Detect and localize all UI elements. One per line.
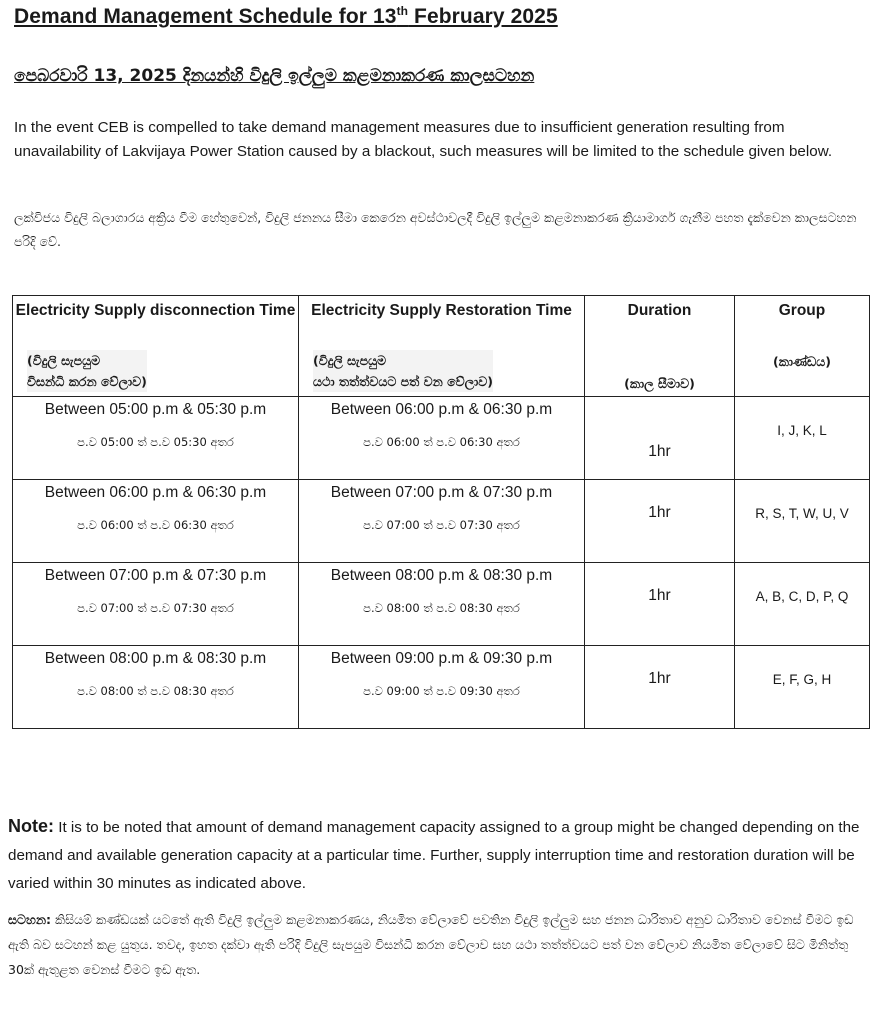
note-label: Note: — [8, 816, 54, 836]
duration-value: 1hr — [648, 670, 671, 687]
restoration-cell — [299, 646, 585, 729]
restoration-cell — [299, 563, 585, 646]
header-disconnection-si: (විදුලි සැපයුම විසන්ධි කරන වේලාව) — [27, 350, 147, 392]
note-label-si: සටහන: — [8, 912, 51, 927]
group-value: R, S, T, W, U, V — [755, 506, 849, 521]
restoration-time-en: Between 06:00 p.m & 06:30 p.m — [330, 401, 553, 418]
restoration-time-en: Between 07:00 p.m & 07:30 p.m — [330, 484, 553, 501]
note-paragraph-si — [8, 907, 870, 982]
restoration-cell — [299, 397, 585, 480]
group-cell — [735, 480, 870, 563]
restoration-cell — [299, 480, 585, 563]
table-header-row — [13, 296, 870, 397]
header-disconnection — [13, 296, 299, 397]
disconnection-cell — [13, 480, 299, 563]
duration-value: 1hr — [648, 587, 671, 604]
header-restoration-si: (විදුලි සැපයුම යථා තත්ත්වයට පත් වන වේලාව) — [313, 350, 493, 392]
disconnection-time-en: Between 05:00 p.m & 05:30 p.m — [44, 401, 267, 418]
note-text-si: කිසියම් කණ්ඩයක් යටතේ ඇති විදුලි ඉල්ලුම කළමනාකරණය, නියමිත වේලාවේ පවතින විදුලි ඉල්ලුම සහ ජනන ධාරිතාව අනුව ධාරිතාව වෙනස් වීමට ඉඩ ඇති බව සටහන් කළ යුතුය. තවද, ඉහත දක්වා ඇති පරිදි විදුලි සැපයුම විසන්ධි කරන වේලාව සහ යථා තත්ත්වයට පත් වන වේලාව නියමිත වේලාවේ සිට මිනිත්තු 30ක් ඇතුළත වෙනස් වීමට ඉඩ ඇත. — [8, 912, 854, 977]
header-duration — [585, 296, 735, 397]
note-text-en: It is to be noted that amount of demand management capacity assigned to a group might be changed depending on the demand and available generation capacity at a particular time. Further, supply interruption time and restoration duration will be varied within 30 minutes as indicated above. — [8, 819, 860, 892]
disconnection-cell — [13, 397, 299, 480]
group-cell — [735, 646, 870, 729]
disconnection-time-en: Between 07:00 p.m & 07:30 p.m — [44, 567, 267, 584]
note-paragraph-en — [8, 812, 870, 898]
disconnection-cell — [13, 646, 299, 729]
disconnection-time-si: ප.ව 08:00 ත් ප.ව 08:30 අතර — [77, 684, 234, 698]
header-group — [735, 296, 870, 397]
header-duration-en: Duration — [627, 302, 692, 319]
header-group-en: Group — [778, 302, 826, 319]
disconnection-time-si: ප.ව 06:00 ත් ප.ව 06:30 අතර — [77, 518, 234, 532]
group-cell — [735, 397, 870, 480]
disconnection-time-en: Between 08:00 p.m & 08:30 p.m — [44, 650, 267, 667]
table-row — [13, 397, 870, 480]
sinhala-title: පෙබරවාරි 13, 2025 දිනයන්හි විදුලි ඉල්ලුම කළමනාකරණ කාලසටහන — [14, 66, 535, 86]
header-restoration — [299, 296, 585, 397]
table-row — [13, 480, 870, 563]
schedule-table — [12, 295, 870, 729]
header-group-si: (කාණ්ඩය) — [773, 354, 831, 369]
title-suffix: February 2025 — [408, 5, 558, 28]
duration-value: 1hr — [648, 443, 671, 460]
header-restoration-en: Electricity Supply Restoration Time — [311, 302, 572, 319]
group-value: A, B, C, D, P, Q — [755, 589, 849, 604]
disconnection-cell — [13, 563, 299, 646]
duration-cell — [585, 480, 735, 563]
duration-value: 1hr — [648, 504, 671, 521]
restoration-time-en: Between 08:00 p.m & 08:30 p.m — [330, 567, 553, 584]
disconnection-time-en: Between 06:00 p.m & 06:30 p.m — [44, 484, 267, 501]
intro-paragraph-si: ලක්විජය විදුලි බලාගාරය අක්‍රිය වීම හේතුවෙන්, විදුලි ජනනය සීමා කෙරෙන අවස්ථාවලදී විදුලි ඉල්ලුම කළමනාකරණ ක්‍රියාමාර්ග ගැනීම පහත දැක්වෙන කාලසටහන පරිදි වේ. — [14, 210, 857, 249]
group-value: I, J, K, L — [777, 423, 827, 438]
restoration-time-si: ප.ව 06:00 ත් ප.ව 06:30 අතර — [363, 435, 520, 449]
group-value: E, F, G, H — [772, 672, 832, 687]
disconnection-time-si: ප.ව 07:00 ත් ප.ව 07:30 අතර — [77, 601, 234, 615]
duration-cell — [585, 397, 735, 480]
duration-cell — [585, 563, 735, 646]
table-row — [13, 646, 870, 729]
disconnection-time-si: ප.ව 05:00 ත් ප.ව 05:30 අතර — [77, 435, 234, 449]
header-disconnection-en: Electricity Supply disconnection Time — [15, 302, 296, 319]
restoration-time-si: ප.ව 08:00 ත් ප.ව 08:30 අතර — [363, 601, 520, 615]
restoration-time-en: Between 09:00 p.m & 09:30 p.m — [330, 650, 553, 667]
group-cell — [735, 563, 870, 646]
intro-paragraph-en: In the event CEB is compelled to take demand management measures due to insufficient generation resulting from unavailability of Lakvijaya Power Station caused by a blackout, such measures will be limited to the schedule given below. — [14, 119, 833, 160]
duration-cell — [585, 646, 735, 729]
restoration-time-si: ප.ව 09:00 ත් ප.ව 09:30 අතර — [363, 684, 520, 698]
restoration-time-si: ප.ව 07:00 ත් ප.ව 07:30 අතර — [363, 518, 520, 532]
header-duration-si: (කාල සීමාව) — [624, 376, 695, 391]
title-sup: th — [396, 4, 409, 18]
title-prefix: Demand Management Schedule for 13 — [14, 5, 397, 28]
table-row — [13, 563, 870, 646]
page-title — [14, 4, 558, 29]
